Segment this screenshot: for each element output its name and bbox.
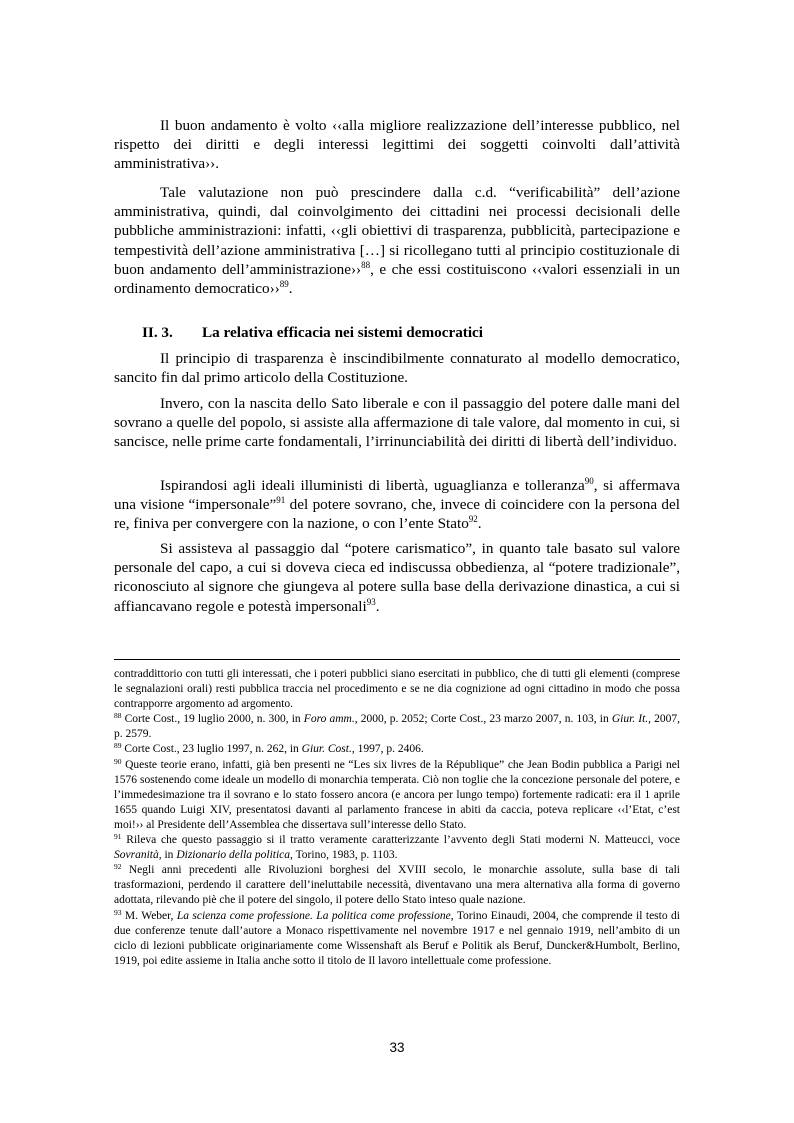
- footnote-93: $^{93}$ M. Weber, La scienza come professione. La politica come professione, Torino Einaudi, 2004, che comprende il testo di due conferenze tenute dall’autore a Monaco rispettivamente nel novembre 1917 e nel gennaio 1919, nell’ambito di un ciclo di lezioni pubblicate originariamente come Wissenshaft als Beruf e Politik als Beruf, Duncker&Humbolt, Berlino, 1919, poi edite assieme in Italia anche sotto il titolo de Il lavoro intellettuale come professione.: [114, 907, 680, 967]
- paragraph-buon-andamento: [114, 116, 680, 174]
- body-paragraph: Il principio di trasparenza è inscindibilmente connaturato al modello democratico, sancito fin dal primo articolo della Costituzione.: [114, 350, 680, 387]
- footnote-continuation: contraddittorio con tutti gli interessati, che i poteri pubblici siano esercitati in pubblico, che di tutti gli elementi (comprese le segnalazioni orali) resti pubblica traccia nel procedimento e se ne dia cognizione ad ogni cittadino in modo che possa contrapporre argomento ad argomento.: [114, 668, 680, 711]
- footnote-number: 93: [114, 907, 122, 917]
- footnote-separator: [114, 659, 680, 660]
- footnote-ref[interactable]: 88: [361, 259, 371, 270]
- footnote-number: 91: [114, 832, 122, 842]
- page-number: 33: [389, 1040, 405, 1055]
- body-paragraph: Invero, con la nascita dello Sato liberale e con il passaggio del potere dalle mani del sovrano a quelle del popolo, si assiste alla affermazione di tale valore, dal momento in cui, si sancisce, nelle prime carte fondamentali, l’irrinunciabilità dei diritti di libertà dell’individuo.: [114, 395, 680, 451]
- footnote-number: 89: [114, 741, 122, 751]
- footnote-89: $^{89}$ Corte Cost., 23 luglio 1997, n. 262, in Giur. Cost., 1997, p. 2406.: [114, 741, 424, 756]
- footnote-ref[interactable]: 90: [584, 476, 594, 486]
- footnotes: [114, 667, 680, 969]
- footnote-90: $^{90}$ Queste teorie erano, infatti, già ben presenti ne “Les six livres de la République” che Jean Bodin pubblica a Parigi nel 1576 sostenendo come ideale un modello di monarchia temperata. Ciò non toglie che la concezione personale del potere, e l’immedesimazione tra il sovrano e lo stato fossero ancora (e ancora per lungo tempo) fortemente radicati: era il 1 aprile 1655 quando Luigi XIV, presentatosi davanti al parlamento francese in abiti da caccia, poteva replicare ‹‹l’Etat, c’est moi!›› al Presidente dell’Assemblea che dissertava sull’interesse dello Stato.: [114, 756, 680, 831]
- footnote-ref[interactable]: 89: [279, 279, 289, 290]
- footnote-number: 90: [114, 756, 122, 766]
- section-title-text: La relativa efficacia nei sistemi democratici: [202, 324, 484, 341]
- paragraph-verificabilita: [114, 183, 680, 298]
- paragraph-potere-carismatico: [114, 539, 680, 616]
- body-paragraph: Ispirandosi agli ideali illuministi di libertà, uguaglianza e tolleranza$^{90}$, si affermava una visione “impersonale”$^{91}$ del potere sovrano, che, invece di coincidere con la persona del re, finiva per convergere con la nazione, o con l’ente Stato$^{92}$.: [114, 476, 680, 533]
- paragraph-stato-liberale: [114, 394, 680, 452]
- body-paragraph: Tale valutazione non può prescindere dalla c.d. “verificabilità” dell’azione amministrativa, quindi, dal coinvolgimento dei cittadini nei processi decisionali delle pubbliche amministrazioni: infatti, ‹‹gli obiettivi di trasparenza, pubblicità, partecipazione e tempestività dell’azione amministrativa […] si ricollegano tutti al principio costituzionale di buon andamento dell’amministrazione››$^{88}$, e che essi costituiscono ‹‹valori essenziali in un ordinamento democratico››$^{89}$.: [114, 184, 681, 298]
- section-heading: [114, 323, 680, 342]
- paragraph-principio-trasparenza: [114, 349, 680, 387]
- footnote-ref[interactable]: 92: [468, 514, 478, 525]
- body-paragraph: Il buon andamento è volto ‹‹alla migliore realizzazione dell’interesse pubblico, nel rispetto dei diritti e degli interessi legittimi dei soggetti coinvolti dall’attività amministrativa››.: [114, 117, 680, 173]
- footnote-91: $^{91}$ Rileva che questo passaggio si il tratto veramente caratterizzante l’avvento degli Stati moderni N. Matteucci, voce Sovranità, in Dizionario della politica, Torino, 1983, p. 1103.: [114, 832, 680, 862]
- footnote-ref[interactable]: 93: [366, 596, 376, 607]
- body-paragraph: Si assisteva al passaggio dal “potere carismatico”, in quanto tale basato sul valore personale del capo, a cui si doveva cieca ed indiscussa obbedienza, al “potere tradizionale”, riconosciuto al signore che giungeva al potere sulla base della derivazione dinastica, a cui si affiancavano regole e potestà impersonali$^{93}$.: [114, 540, 680, 615]
- paragraph-ideali-illuministi: [114, 476, 680, 534]
- footnote-number: 88: [114, 711, 122, 721]
- footnote-92: $^{92}$ Negli anni precedenti alle Rivoluzioni borghesi del XVIII secolo, le monarchie assolute, sulla base di tali trasformazioni, perdendo il carattere dell’ineluttabile necessità, diventavano una mera alternativa alla forma di governo adottata, rilevando piè che il potere del singolo, il potere dello Stato inteso quale nazione.: [114, 862, 680, 907]
- footnote-88: $^{88}$ Corte Cost., 19 luglio 2000, n. 300, in Foro amm., 2000, p. 2052; Corte Cost., 23 marzo 2007, n. 103, in Giur. It., 2007, p. 2579.: [114, 711, 681, 741]
- section-title: [114, 323, 680, 342]
- section-number: II. 3.: [142, 324, 173, 341]
- footnote-number: 92: [114, 862, 122, 872]
- footnote-ref[interactable]: 91: [276, 495, 286, 506]
